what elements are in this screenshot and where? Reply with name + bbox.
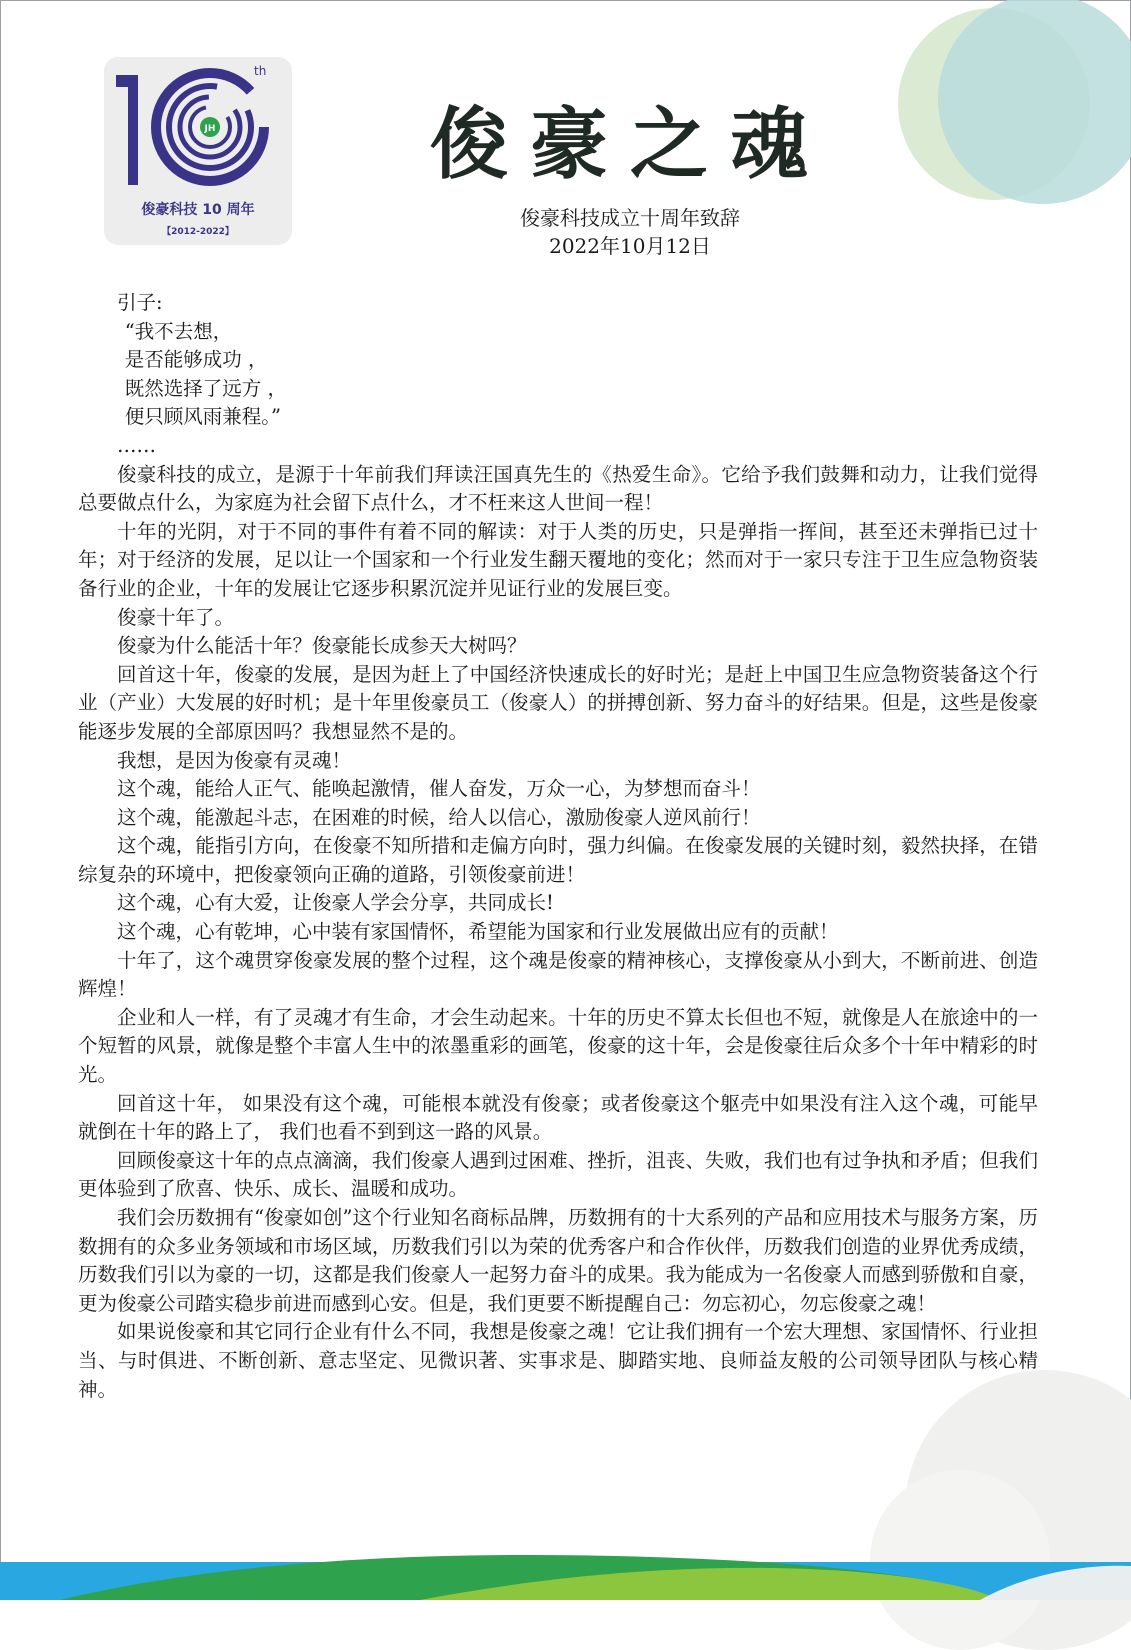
paragraph: 十年了，这个魂贯穿俊豪发展的整个过程，这个魂是俊豪的精神核心，支撑俊豪从小到大，不断前进、创造辉煌！	[78, 948, 1038, 1001]
paragraph: 俊豪科技的成立，是源于十年前我们拜读汪国真先生的《热爱生命》。它给予我们鼓舞和动力，让我们觉得总要做点什么，为家庭为社会留下点什么，才不枉来这人世间一程！	[78, 462, 1038, 515]
intro-line: 引子:	[117, 291, 163, 314]
paragraph: 回首这十年， 如果没有这个魂，可能根本就没有俊豪；或者俊豪这个躯壳中如果没有注入这个魂，可能早就倒在十年的路上了， 我们也看不到到这一路的风景。	[78, 1091, 1038, 1144]
logo-suffix: th	[254, 64, 267, 78]
intro-line: “我不去想，	[124, 319, 233, 343]
intro-line: 便只顾风雨兼程。”	[124, 405, 282, 429]
paragraph: 企业和人一样，有了灵魂才有生命，才会生动起来。十年的历史不算太长但也不短，就像是人在旅途中的一个短暂的风景，就像是整个丰富人生中的浓墨重彩的画笔，俊豪的这十年，会是俊豪往后众多个十年中精彩的时光。	[78, 1005, 1038, 1087]
paragraph: 俊豪为什么能活十年？俊豪能长成参天大树吗？	[117, 634, 527, 658]
paragraph: 我们会历数拥有“俊豪如创”这个行业知名商标品牌，历数拥有的十大系列的产品和应用技术与服务方案，历数拥有的众多业务领域和市场区域，历数我们引以为荣的优秀客户和合作伙伴，历数我们创造的业界优秀成绩，历数我们引以为豪的一切，这都是我们俊豪人一起努力奋斗的成果。我为能成为一名俊豪人而感到骄傲和自豪，更为俊豪公司踏实稳步前进而感到心安。但是，我们更要不断提醒自己：勿忘初心，勿忘俊豪之魂！	[78, 1206, 1038, 1315]
logo-mark-text: JH	[204, 124, 216, 134]
paragraph: 这个魂，心有大爱，让俊豪人学会分享，共同成长!	[117, 891, 554, 915]
intro-line: 是否能够成功 ，	[124, 348, 268, 372]
anniversary-logo	[104, 57, 292, 245]
date: 2022年10月12日	[549, 234, 711, 258]
paragraph: 这个魂，能激起斗志，在困难的时候，给人以信心，激励俊豪人逆风前行！	[117, 805, 761, 829]
paragraph: 十年的光阴，对于不同的事件有着不同的解读：对于人类的历史，只是弹指一挥间，甚至还未弹指已过十年；对于经济的发展，足以让一个国家和一个行业发生翻天覆地的变化；然而对于一家只专注于卫生应急物资装备行业的企业，十年的发展让它逐步积累沉淀并见证行业的发展巨变。	[78, 519, 1038, 600]
paragraph: 如果说俊豪和其它同行企业有什么不同，我想是俊豪之魂！它让我们拥有一个宏大理想、家国情怀、行业担当、与时俱进、不断创新、意志坚定、见微识著、实事求是、脚踏实地、良师益友般的公司领导团队与核心精神。	[78, 1320, 1038, 1401]
page-title: 俊豪之魂	[429, 100, 830, 190]
paragraph: 俊豪十年了。	[117, 605, 235, 629]
body-text	[78, 289, 1038, 1404]
logo-years: 【2012-2022】	[162, 227, 234, 237]
paragraph: 这个魂，能指引方向，在俊豪不知所措和走偏方向时，强力纠偏。在俊豪发展的关键时刻，毅然抉择，在错综复杂的环境中，把俊豪领向正确的道路，引领俊豪前进！	[78, 834, 1038, 886]
paragraph: 这个魂，心有乾坤，心中装有家国情怀，希望能为国家和行业发展做出应有的贡献！	[117, 920, 839, 944]
paragraph: 这个魂，能给人正气、能唤起激情，催人奋发，万众一心，为梦想而奋斗！	[117, 777, 761, 801]
paragraph: 我想，是因为俊豪有灵魂！	[117, 748, 352, 772]
subtitle: 俊豪科技成立十周年致辞	[520, 206, 740, 230]
intro-line: ……	[117, 433, 156, 457]
logo-caption: 俊豪科技 10 周年	[141, 202, 255, 218]
paragraph: 回顾俊豪这十年的点点滴滴，我们俊豪人遇到过困难、挫折，沮丧、失败，我们也有过争执和矛盾；但我们更体验到了欣喜、快乐、成长、温暖和成功。	[78, 1148, 1038, 1201]
intro-line: 既然选择了远方 ，	[124, 376, 287, 400]
paragraph: 回首这十年，俊豪的发展，是因为赶上了中国经济快速成长的好时光；是赶上中国卫生应急物资装备这个行业（产业）大发展的好时机；是十年里俊豪员工（俊豪人）的拼搏创新、努力奋斗的好结果。但是，这些是俊豪能逐步发展的全部原因吗？我想显然不是的。	[78, 662, 1038, 743]
subtitle-block	[330, 204, 930, 260]
bottom-band	[0, 1552, 1131, 1600]
